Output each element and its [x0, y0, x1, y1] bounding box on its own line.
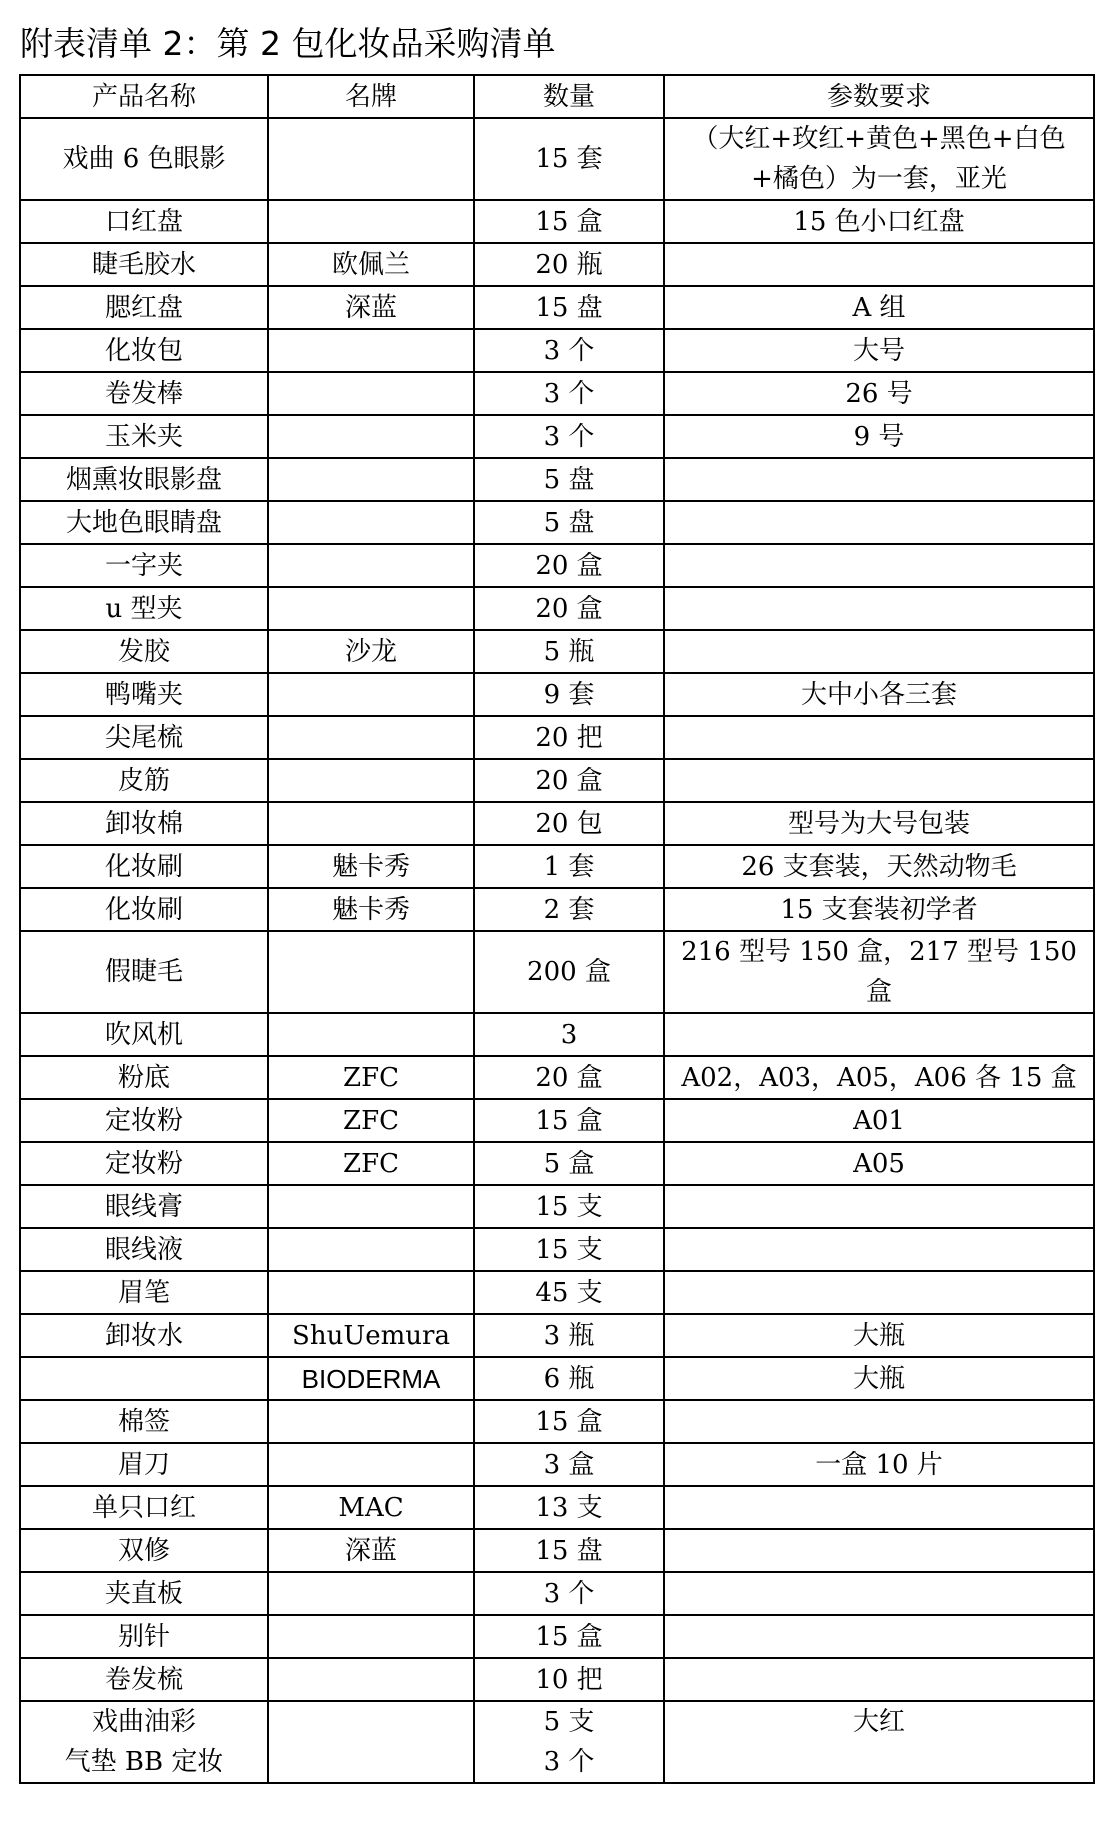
brand-cell — [268, 415, 474, 458]
parameter-cell — [664, 1486, 1094, 1529]
brand-cell — [268, 1701, 474, 1783]
product-name-cell — [20, 1701, 268, 1783]
quantity-cell: 5 瓶 — [474, 630, 664, 673]
quantity-cell: 20 盒 — [474, 759, 664, 802]
table-row — [20, 458, 1094, 501]
table-row — [20, 1357, 1094, 1400]
parameter-cell: 型号为大号包装 — [664, 802, 1094, 845]
quantity-cell: 15 套 — [474, 118, 664, 200]
product-name-cell: 皮筋 — [20, 759, 268, 802]
parameter-cell — [664, 1572, 1094, 1615]
quantity-line: 3 个 — [543, 1747, 595, 1777]
product-name-cell: 戏曲 6 色眼影 — [20, 118, 268, 200]
product-name-cell: 卸妆棉 — [20, 802, 268, 845]
quantity-cell: 20 把 — [474, 716, 664, 759]
quantity-cell: 20 盒 — [474, 544, 664, 587]
product-name-cell: 玉米夹 — [20, 415, 268, 458]
product-name-cell: 眉刀 — [20, 1443, 268, 1486]
table-row — [20, 845, 1094, 888]
brand-cell — [268, 118, 474, 200]
table-row — [20, 286, 1094, 329]
parameter-cell — [664, 458, 1094, 501]
table-row — [20, 1658, 1094, 1701]
quantity-cell: 20 包 — [474, 802, 664, 845]
table-row — [20, 118, 1094, 200]
parameter-cell — [664, 1013, 1094, 1056]
table-row — [20, 1529, 1094, 1572]
product-name-cell: 发胶 — [20, 630, 268, 673]
parameter-cell: 大红 — [664, 1701, 1094, 1783]
header-parameters: 参数要求 — [664, 75, 1094, 118]
product-name-cell: 烟熏妆眼影盘 — [20, 458, 268, 501]
header-product-name: 产品名称 — [20, 75, 268, 118]
product-name-cell: 夹直板 — [20, 1572, 268, 1615]
product-name-cell: 别针 — [20, 1615, 268, 1658]
product-name-cell: 吹风机 — [20, 1013, 268, 1056]
quantity-cell: 13 支 — [474, 1486, 664, 1529]
parameter-cell: 一盒 10 片 — [664, 1443, 1094, 1486]
brand-cell — [268, 673, 474, 716]
table-row — [20, 372, 1094, 415]
quantity-cell: 5 盒 — [474, 1142, 664, 1185]
brand-cell — [268, 200, 474, 243]
quantity-line: 5 支 — [543, 1707, 595, 1737]
product-name-cell: 鸭嘴夹 — [20, 673, 268, 716]
product-name-cell: 睫毛胶水 — [20, 243, 268, 286]
parameter-cell — [664, 1658, 1094, 1701]
quantity-cell: 15 盘 — [474, 1529, 664, 1572]
product-name-line: 气垫 BB 定妆 — [64, 1747, 224, 1777]
parameter-cell: 15 色小口红盘 — [664, 200, 1094, 243]
brand-cell — [268, 716, 474, 759]
brand-cell: ZFC — [268, 1056, 474, 1099]
table-row — [20, 716, 1094, 759]
quantity-cell: 10 把 — [474, 1658, 664, 1701]
quantity-cell: 5 盘 — [474, 501, 664, 544]
brand-cell — [268, 544, 474, 587]
product-name-cell: 化妆刷 — [20, 845, 268, 888]
parameter-cell — [664, 630, 1094, 673]
table-row — [20, 1314, 1094, 1357]
table-row — [20, 1142, 1094, 1185]
parameter-cell — [664, 501, 1094, 544]
parameter-cell — [664, 1529, 1094, 1572]
table-row — [20, 630, 1094, 673]
quantity-cell: 200 盒 — [474, 931, 664, 1013]
brand-cell — [268, 372, 474, 415]
table-row — [20, 415, 1094, 458]
parameter-cell — [664, 716, 1094, 759]
product-name-cell: 定妆粉 — [20, 1099, 268, 1142]
brand-cell: 沙龙 — [268, 630, 474, 673]
brand-cell: ShuUemura — [268, 1314, 474, 1357]
brand-cell: ZFC — [268, 1142, 474, 1185]
parameter-cell: 26 号 — [664, 372, 1094, 415]
table-row — [20, 931, 1094, 1013]
table-row — [20, 759, 1094, 802]
quantity-cell: 15 盒 — [474, 1400, 664, 1443]
brand-cell — [268, 329, 474, 372]
parameter-cell: 大瓶 — [664, 1357, 1094, 1400]
table-row — [20, 1099, 1094, 1142]
brand-cell: 深蓝 — [268, 286, 474, 329]
product-name-cell: 粉底 — [20, 1056, 268, 1099]
table-row — [20, 544, 1094, 587]
parameter-cell: 216 型号 150 盒，217 型号 150 盒 — [664, 931, 1094, 1013]
quantity-cell: 3 — [474, 1013, 664, 1056]
parameter-cell — [664, 544, 1094, 587]
procurement-table — [19, 74, 1095, 1784]
parameter-cell — [664, 1228, 1094, 1271]
quantity-cell: 45 支 — [474, 1271, 664, 1314]
brand-cell: 魅卡秀 — [268, 888, 474, 931]
product-name-cell: 眉笔 — [20, 1271, 268, 1314]
parameter-cell: A 组 — [664, 286, 1094, 329]
brand-cell — [268, 501, 474, 544]
quantity-cell: 20 盒 — [474, 587, 664, 630]
parameter-cell: （大红+玫红+黄色+黑色+白色+橘色）为一套，亚光 — [664, 118, 1094, 200]
product-name-cell: u 型夹 — [20, 587, 268, 630]
brand-cell: BIODERMA — [268, 1357, 474, 1400]
parameter-cell — [664, 1185, 1094, 1228]
table-row — [20, 1013, 1094, 1056]
product-name-cell: 棉签 — [20, 1400, 268, 1443]
header-quantity: 数量 — [474, 75, 664, 118]
quantity-cell: 15 盘 — [474, 286, 664, 329]
parameter-cell: 26 支套装，天然动物毛 — [664, 845, 1094, 888]
parameter-cell: A01 — [664, 1099, 1094, 1142]
header-brand: 名牌 — [268, 75, 474, 118]
parameter-cell — [664, 587, 1094, 630]
brand-cell — [268, 1615, 474, 1658]
brand-cell — [268, 1400, 474, 1443]
table-row — [20, 1056, 1094, 1099]
parameter-cell — [664, 759, 1094, 802]
brand-cell — [268, 1443, 474, 1486]
brand-cell — [268, 458, 474, 501]
quantity-cell: 3 盒 — [474, 1443, 664, 1486]
product-name-cell: 卷发棒 — [20, 372, 268, 415]
quantity-cell: 1 套 — [474, 845, 664, 888]
table-row — [20, 1400, 1094, 1443]
parameter-cell — [664, 1271, 1094, 1314]
table-header-row — [20, 75, 1094, 118]
quantity-cell: 3 个 — [474, 1572, 664, 1615]
brand-cell — [268, 587, 474, 630]
quantity-cell: 3 个 — [474, 415, 664, 458]
product-name-cell: 眼线液 — [20, 1228, 268, 1271]
product-name-cell: 一字夹 — [20, 544, 268, 587]
parameter-cell — [664, 1400, 1094, 1443]
quantity-cell: 20 瓶 — [474, 243, 664, 286]
brand-cell: MAC — [268, 1486, 474, 1529]
product-name-cell: 大地色眼睛盘 — [20, 501, 268, 544]
product-name-cell: 双修 — [20, 1529, 268, 1572]
brand-cell — [268, 1228, 474, 1271]
table-row — [20, 1572, 1094, 1615]
table-row — [20, 673, 1094, 716]
table-row — [20, 587, 1094, 630]
product-name-cell: 化妆包 — [20, 329, 268, 372]
table-row — [20, 1228, 1094, 1271]
table-row — [20, 802, 1094, 845]
brand-cell — [268, 931, 474, 1013]
quantity-cell: 3 个 — [474, 372, 664, 415]
product-name-cell: 眼线膏 — [20, 1185, 268, 1228]
product-name-line: 戏曲油彩 — [91, 1707, 196, 1737]
parameter-cell: A05 — [664, 1142, 1094, 1185]
product-name-cell: 假睫毛 — [20, 931, 268, 1013]
table-row — [20, 888, 1094, 931]
table-row — [20, 501, 1094, 544]
quantity-cell: 9 套 — [474, 673, 664, 716]
table-row — [20, 1701, 1094, 1783]
product-name-cell: 化妆刷 — [20, 888, 268, 931]
brand-cell — [268, 1658, 474, 1701]
parameter-cell: 15 支套装初学者 — [664, 888, 1094, 931]
table-row — [20, 1443, 1094, 1486]
parameter-cell: 大号 — [664, 329, 1094, 372]
product-name-cell: 口红盘 — [20, 200, 268, 243]
quantity-cell: 2 套 — [474, 888, 664, 931]
parameter-cell: 大中小各三套 — [664, 673, 1094, 716]
quantity-cell: 6 瓶 — [474, 1357, 664, 1400]
brand-cell: 深蓝 — [268, 1529, 474, 1572]
table-row — [20, 200, 1094, 243]
brand-cell — [268, 1013, 474, 1056]
brand-cell: 魅卡秀 — [268, 845, 474, 888]
brand-cell — [268, 802, 474, 845]
table-row — [20, 1615, 1094, 1658]
quantity-cell: 15 支 — [474, 1228, 664, 1271]
brand-cell — [268, 1271, 474, 1314]
brand-cell — [268, 1185, 474, 1228]
table-row — [20, 1271, 1094, 1314]
table-row — [20, 1185, 1094, 1228]
table-row — [20, 329, 1094, 372]
page-title: 附表清单 2：第 2 包化妆品采购清单 — [20, 24, 556, 63]
product-name-cell: 单只口红 — [20, 1486, 268, 1529]
product-name-cell: 卷发梳 — [20, 1658, 268, 1701]
parameter-cell — [664, 1615, 1094, 1658]
product-name-cell — [20, 1357, 268, 1400]
parameter-cell: 大瓶 — [664, 1314, 1094, 1357]
quantity-cell: 20 盒 — [474, 1056, 664, 1099]
brand-cell — [268, 1572, 474, 1615]
quantity-cell: 5 盘 — [474, 458, 664, 501]
brand-cell: 欧佩兰 — [268, 243, 474, 286]
brand-cell — [268, 759, 474, 802]
table-row — [20, 1486, 1094, 1529]
brand-cell: ZFC — [268, 1099, 474, 1142]
table-row — [20, 243, 1094, 286]
quantity-cell: 15 支 — [474, 1185, 664, 1228]
quantity-cell: 15 盒 — [474, 1615, 664, 1658]
product-name-cell: 卸妆水 — [20, 1314, 268, 1357]
quantity-cell: 15 盒 — [474, 200, 664, 243]
product-name-cell: 腮红盘 — [20, 286, 268, 329]
product-name-cell: 定妆粉 — [20, 1142, 268, 1185]
parameter-cell: 9 号 — [664, 415, 1094, 458]
quantity-cell: 3 个 — [474, 329, 664, 372]
parameter-cell — [664, 243, 1094, 286]
quantity-cell — [474, 1701, 664, 1783]
quantity-cell: 15 盒 — [474, 1099, 664, 1142]
parameter-cell: A02，A03，A05，A06 各 15 盒 — [664, 1056, 1094, 1099]
product-name-cell: 尖尾梳 — [20, 716, 268, 759]
quantity-cell: 3 瓶 — [474, 1314, 664, 1357]
